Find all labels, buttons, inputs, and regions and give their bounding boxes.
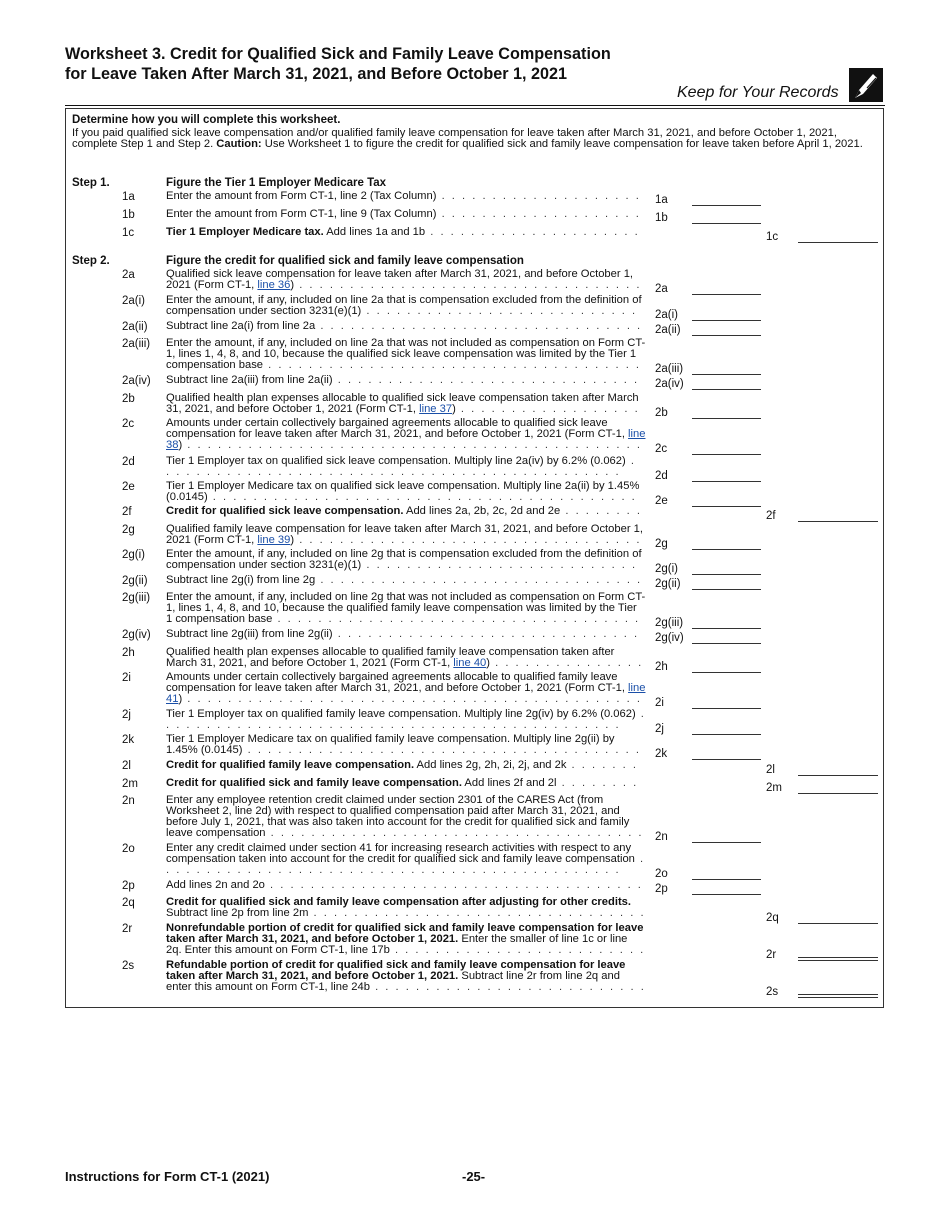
leader-dots: . . . . . . . . . . . . . . . . . . . . . . . . . . .	[375, 981, 646, 993]
leader-dots: . . . . . . . . . . . . . . .	[495, 657, 644, 669]
leader-dots: . . . . . . . . . . . . . . . . . . . . . . . . . . . . . . . . .	[313, 907, 646, 919]
leader-dots: . . . . . . . . . . . . . . . . . . . . . . . . . . . . . . . . . . . . .	[270, 827, 644, 839]
amount-field[interactable]	[692, 842, 761, 843]
line-label: 2g(i)	[655, 563, 679, 575]
line-text-part: )	[452, 403, 456, 415]
line-label: 2g(iv)	[655, 632, 684, 644]
line-number: 2g(iii)	[122, 592, 151, 604]
leader-dots: . . . . . . . . . . . . . . . . . . . . . . . . . . . . . . . .	[320, 575, 643, 586]
line-text-part: Credit for qualified sick and family leave compensation.	[166, 778, 462, 789]
line-label: 1c	[766, 231, 779, 243]
line-text-part: Enter the smaller of line 1c or line 2q. Enter this amount on Form CT-1, line 17b	[166, 933, 628, 956]
footer-form-name: Instructions for Form CT-1 (2021)	[65, 1169, 270, 1184]
leader-dots: . . . . . . . . . . . . . . . . . . . .	[441, 191, 641, 202]
line-text	[166, 843, 646, 876]
line-number: 2a(iii)	[122, 338, 151, 350]
leader-dots: . . . . . . . . . . . . . . . . . . . . . . . . .	[394, 944, 646, 956]
line-label: 2l	[766, 764, 775, 776]
line-text-part: )	[290, 534, 295, 546]
line-number: 2e	[122, 481, 135, 493]
leader-dots: . . . . . . . . . . . . . . . . . . . . . . . . . . . . . . . . . . . .	[277, 613, 641, 625]
line-text-part: Enter the amount from Form CT-1, line 9 (Tax Column)	[166, 209, 437, 220]
amount-field[interactable]	[692, 672, 761, 673]
line-text-part: Subtract line 2a(i) from line 2a	[166, 321, 316, 332]
line-text	[166, 418, 646, 451]
line-text-part: Subtract line 2p from line 2m	[166, 907, 309, 919]
line-text	[166, 209, 646, 220]
line-text-part: Qualified sick leave compensation for leave taken after March 31, 2021, and before October 1, 2021 (Form CT-1,	[166, 269, 634, 291]
amount-field[interactable]	[692, 549, 761, 550]
line-text-part: Qualified health plan expenses allocable to qualified sick leave compensation taken after March 31, 2021, and before October 1, 2021 (Form CT-1,	[166, 393, 639, 415]
line-text	[166, 592, 646, 625]
leader-dots: . . . . . . .	[571, 760, 638, 771]
line-text-part: Amounts under certain collectively bargained agreements allocable to qualified sick leave compensation for leave taken after March 31, 2021, and before October 1, 2021 (Form CT-1,	[166, 418, 629, 440]
leader-dots: . . . . . . . . . . . . . . . . . .	[460, 403, 640, 415]
step-1-label: Step 1.	[72, 177, 110, 189]
line-text	[166, 734, 646, 756]
leader-dots: . . . . . . . . . . . . . . . . . . . . . . . . . . . . . . . . . . . . . . .	[247, 744, 641, 756]
line-text	[166, 227, 646, 238]
amount-field[interactable]	[798, 775, 878, 776]
amount-field[interactable]	[692, 294, 761, 295]
line-text	[166, 897, 646, 919]
line-number: 1c	[122, 227, 135, 239]
line-text-part: Amounts under certain collectively bargained agreements allocable to qualified family leave compensation for leave taken after March 31, 2021, and before October 1, 2021 (Form CT-1,	[166, 672, 629, 694]
line-text-part: Add lines 2n and 2o	[166, 880, 265, 891]
line-label: 2a(iv)	[655, 378, 684, 390]
line-label: 2a(iii)	[655, 363, 684, 375]
amount-field[interactable]	[798, 923, 878, 924]
line-text-part: Nonrefundable portion of credit for qualified sick and family leave compensation for leave taken after March 31, 2021, and before October 1, 2021.	[166, 923, 644, 945]
line-number: 2g(i)	[122, 549, 146, 561]
amount-field[interactable]	[692, 506, 761, 507]
line-number: 2b	[122, 393, 135, 405]
line-text	[166, 709, 646, 731]
amount-field[interactable]	[798, 793, 878, 794]
leader-dots: . . . . . . . . . . . . . . . . . . . . . . . . . . . . . . . .	[320, 321, 643, 332]
line-label: 2b	[655, 407, 668, 419]
line-text	[166, 295, 646, 317]
line-text-part: Tier 1 Employer Medicare tax on qualified family leave compensation. Multiply line 2g(ii) by 1.45% (0.0145)	[166, 734, 615, 756]
line-text-part: Qualified health plan expenses allocable to qualified family leave compensation taken after March 31, 2021, and before October 1, 2021 (Form CT-1,	[166, 647, 615, 669]
amount-field[interactable]	[692, 454, 761, 455]
line-text	[166, 923, 646, 956]
line-text-part: Tier 1 Employer Medicare tax.	[166, 227, 324, 238]
line-label: 2c	[655, 443, 668, 455]
line-text-part: Tier 1 Employer tax on qualified sick leave compensation. Multiply line 2a(iv) by 6.2% (0.062)	[166, 456, 626, 467]
line-text-part: Refundable portion of credit for qualified sick and family leave compensation for leave taken after March 31, 2021, and before October 1, 2021.	[166, 960, 626, 982]
amount-field[interactable]	[692, 734, 761, 735]
line-number: 2s	[122, 960, 135, 972]
line-text-part: Qualified family leave compensation for leave taken after March 31, 2021, and before October 1, 2021 (Form CT-1,	[166, 524, 643, 546]
line-text-part: )	[178, 693, 183, 705]
line-number: 1a	[122, 191, 135, 203]
line-number: 2p	[122, 880, 135, 892]
amount-field[interactable]	[798, 994, 878, 998]
amount-field[interactable]	[692, 759, 761, 760]
line-text-part: Add lines 2a, 2b, 2c, 2d and 2e	[403, 506, 561, 517]
line-number: 2f	[122, 506, 132, 518]
amount-field[interactable]	[692, 223, 761, 224]
line-text	[166, 191, 646, 202]
line-text-part: Add lines 1a and 1b	[323, 227, 426, 238]
line-number: 2k	[122, 734, 135, 746]
line-text-part: Credit for qualified sick and family leave compensation after adjusting for other credits.	[166, 897, 632, 908]
line-text	[166, 269, 646, 291]
form-line-link[interactable]: line 37	[419, 403, 453, 415]
line-label: 2m	[766, 782, 782, 794]
amount-field[interactable]	[692, 628, 761, 629]
intro-body: If you paid qualified sick leave compensation and/or qualified family leave compensation for leave taken after March 31, 2021, and before October 1, 2021, complete Step 1 and Step 2.	[72, 127, 837, 150]
leader-dots: . . . . . . . . . . . . . . . . . . . . . . . . . . . . . . . . . . . . . . . . . . . . . .	[166, 853, 646, 876]
line-label: 2a	[655, 283, 668, 295]
line-number: 2o	[122, 843, 135, 855]
line-label: 2a(ii)	[655, 324, 681, 336]
line-text-part: Subtract line 2g(iii) from line 2g(ii)	[166, 629, 333, 640]
amount-field[interactable]	[692, 894, 761, 895]
line-text	[166, 338, 646, 371]
line-number: 2m	[122, 778, 138, 790]
amount-field[interactable]	[692, 418, 761, 419]
amount-field[interactable]	[692, 374, 761, 375]
worksheet-title: Worksheet 3. Credit for Qualified Sick and Family Leave Compensation for Leave Taken After March 31, 2021, and Before October 1, 2021	[65, 45, 611, 83]
amount-field[interactable]	[692, 589, 761, 590]
line-text	[166, 321, 646, 332]
line-text	[166, 629, 646, 640]
amount-field[interactable]	[692, 879, 761, 880]
line-label: 2g(ii)	[655, 578, 681, 590]
leader-dots: . . . . . . . . . . . . . . . . . . . . .	[430, 227, 640, 238]
line-label: 2i	[655, 697, 664, 709]
form-line-link[interactable]: line 39	[257, 534, 291, 546]
line-label: 2p	[655, 883, 668, 895]
form-line-link[interactable]: line 36	[257, 279, 291, 291]
line-label: 2n	[655, 831, 668, 843]
caution-text: Use Worksheet 1 to figure the credit for qualified sick and family leave compensation for leave taken before April 1, 2021.	[264, 138, 863, 150]
leader-dots: . . . . . . . . . . . . . . . . . . . . . . . . . . .	[366, 305, 638, 317]
leader-dots: . . . . . . . . . . . . . . . . . . . . . . . . . . . . . . . . . . . . . . . . . . . . .	[187, 693, 642, 705]
line-text-part: Credit for qualified family leave compensation.	[166, 760, 415, 771]
form-line-link[interactable]: line 40	[453, 657, 487, 669]
line-text-part: Add lines 2g, 2h, 2i, 2j, and 2k	[414, 760, 567, 771]
line-text-part: Subtract line 2r from line 2q and enter this amount on Form CT-1, line 24b	[166, 970, 620, 993]
line-text	[166, 647, 646, 669]
line-label: 2g(iii)	[655, 617, 684, 629]
amount-field[interactable]	[692, 205, 761, 206]
amount-field[interactable]	[692, 574, 761, 575]
line-text	[166, 778, 646, 789]
line-text	[166, 575, 646, 586]
line-label: 2k	[655, 748, 668, 760]
amount-field[interactable]	[798, 957, 878, 961]
page-number: -25-	[462, 1169, 486, 1184]
line-text-part: Subtract line 2a(iii) from line 2a(ii)	[166, 375, 333, 386]
line-number: 2d	[122, 456, 135, 468]
line-text	[166, 393, 646, 415]
leader-dots: . . . . . . . . . . . . . . . . . . . . . . . . . . . . . . . . . .	[299, 534, 642, 546]
line-text-part: )	[486, 657, 490, 669]
step-1-title: Figure the Tier 1 Employer Medicare Tax	[166, 177, 387, 189]
line-text-part: Enter the amount, if any, included on line 2a that was not included as compensation on Form CT-1, lines 1, 4, 8, and 10, because the qualified sick leave compensation was limited by the Tier 1 compensation base	[166, 338, 646, 371]
line-label: 2h	[655, 661, 668, 673]
line-number: 2a(ii)	[122, 321, 148, 333]
caution-label: Caution:	[216, 138, 262, 150]
line-text	[166, 795, 646, 839]
amount-field[interactable]	[692, 335, 761, 336]
line-number: 2r	[122, 923, 133, 935]
pencil-icon	[849, 68, 883, 102]
line-label: 2e	[655, 495, 668, 507]
line-text-part: Subtract line 2g(i) from line 2g	[166, 575, 316, 586]
line-label: 2r	[766, 949, 777, 961]
amount-field[interactable]	[692, 643, 761, 644]
line-number: 2q	[122, 897, 135, 909]
intro-heading: Determine how you will complete this worksheet.	[72, 114, 341, 126]
line-label: 1b	[655, 212, 668, 224]
leader-dots: . . . . . . . . . . . . . . . . . . . .	[441, 209, 641, 220]
leader-dots: . . . . . . . . . . . . . . . . . . . . . . . . . . . . . . . . . . . . . . . . . . . . . .	[166, 456, 636, 478]
amount-field[interactable]	[692, 320, 761, 321]
line-text-part: Enter the amount, if any, included on line 2g that is compensation excluded from the definition of compensation under section 3231(e)(1)	[166, 549, 642, 571]
line-text-part: Tier 1 Employer tax on qualified family leave compensation. Multiply line 2g(iv) by 6.2% (0.062)	[166, 709, 636, 720]
leader-dots: . . . . . . . . . . . . . . . . . . . . . . . . . . . . . . . . . . . . .	[270, 880, 643, 891]
line-number: 2n	[122, 795, 135, 807]
line-text-part: )	[178, 439, 183, 451]
intro-text	[72, 128, 867, 150]
line-text	[166, 549, 646, 571]
form-line-link[interactable]: line 38	[166, 428, 646, 451]
line-text	[166, 760, 646, 771]
line-number: 2h	[122, 647, 135, 659]
line-number: 2i	[122, 672, 131, 684]
line-text-part: Add lines 2f and 2l	[461, 778, 557, 789]
line-text	[166, 456, 646, 478]
title-rule	[65, 105, 885, 106]
line-label: 2f	[766, 510, 776, 522]
line-label: 2j	[655, 723, 664, 735]
line-text	[166, 506, 646, 517]
line-text-part: )	[290, 279, 295, 291]
amount-field[interactable]	[692, 481, 761, 482]
form-line-link[interactable]: line 41	[166, 682, 646, 705]
line-label: 2g	[655, 538, 668, 550]
line-number: 2l	[122, 760, 131, 772]
leader-dots: . . . . . . . . . . . . . . . . . . . . . . . . . . . . . . . . . . . . . . . . . . . . . .	[166, 709, 646, 731]
amount-field[interactable]	[798, 521, 878, 522]
leader-dots: . . . . . . . . . . . . . . . . . . . . . . . . . . . . . . . . . .	[299, 279, 642, 291]
line-number: 2g	[122, 524, 135, 536]
line-text	[166, 960, 646, 993]
line-number: 1b	[122, 209, 135, 221]
amount-field[interactable]	[692, 389, 761, 390]
line-text	[166, 672, 646, 705]
line-number: 2g(iv)	[122, 629, 151, 641]
line-number: 2a(i)	[122, 295, 146, 307]
line-number: 2g(ii)	[122, 575, 148, 587]
line-label: 2a(i)	[655, 309, 679, 321]
step-2-label: Step 2.	[72, 255, 110, 267]
line-text-part: Enter the amount from Form CT-1, line 2 (Tax Column)	[166, 191, 437, 202]
line-text-part: Tier 1 Employer Medicare tax on qualified sick leave compensation. Multiply line 2a(ii) by 1.45% (0.0145)	[166, 481, 640, 503]
leader-dots: . . . . . . . . . . . . . . . . . . . . . . . . . . . . . .	[337, 375, 640, 386]
line-text	[166, 375, 646, 386]
step-2-title: Figure the credit for qualified sick and family leave compensation	[166, 255, 524, 267]
leader-dots: . . . . . . . .	[565, 506, 642, 517]
line-text-part: Enter any employee retention credit claimed under section 2301 of the CARES Act (from Worksheet 2, line 2d) with respect to qualified compensation paid after March 31, 2021, and before July 1, 2021, that was also taken into account for the credit for qualified sick and family leave compensation	[166, 795, 630, 839]
line-text	[166, 524, 646, 546]
line-label: 1a	[655, 194, 668, 206]
leader-dots: . . . . . . . . . . . . . . . . . . . . . . . . . . . . . . . . . . . . .	[268, 359, 642, 371]
leader-dots: . . . . . . . .	[561, 778, 639, 789]
line-label: 2o	[655, 868, 668, 880]
line-label: 2d	[655, 470, 668, 482]
line-text-part: Enter the amount, if any, included on line 2a that is compensation excluded from the definition of compensation under section 3231(e)(1)	[166, 295, 642, 317]
line-text	[166, 481, 646, 503]
line-label: 2q	[766, 912, 779, 924]
line-text-part: Enter the amount, if any, included on line 2g that was not included as compensation on Form CT-1, lines 1, 4, 8, and 10, because the qualified family leave compensation was limited by the Tier 1 compensation base	[166, 592, 646, 625]
line-text-part: Credit for qualified sick leave compensation.	[166, 506, 404, 517]
line-number: 2c	[122, 418, 135, 430]
line-text	[166, 880, 646, 891]
leader-dots: . . . . . . . . . . . . . . . . . . . . . . . . . . . . . .	[337, 629, 640, 640]
line-text-part: Enter any credit claimed under section 41 for increasing research activities with respect to any compensation taken into account for the credit for qualified sick and family leave compensation	[166, 843, 635, 865]
line-number: 2j	[122, 709, 131, 721]
leader-dots: . . . . . . . . . . . . . . . . . . . . . . . . . . . . . . . . . . . . . . . . . .	[212, 491, 637, 503]
line-number: 2a(iv)	[122, 375, 151, 387]
leader-dots: . . . . . . . . . . . . . . . . . . . . . . . . . . . . . . . . . . . . . . . . . . . . .	[187, 439, 642, 451]
line-number: 2a	[122, 269, 135, 281]
keep-records-note: Keep for Your Records	[677, 84, 839, 101]
amount-field[interactable]	[798, 242, 878, 243]
line-label: 2s	[766, 986, 779, 998]
leader-dots: . . . . . . . . . . . . . . . . . . . . . . . . . . .	[366, 559, 638, 571]
amount-field[interactable]	[692, 708, 761, 709]
